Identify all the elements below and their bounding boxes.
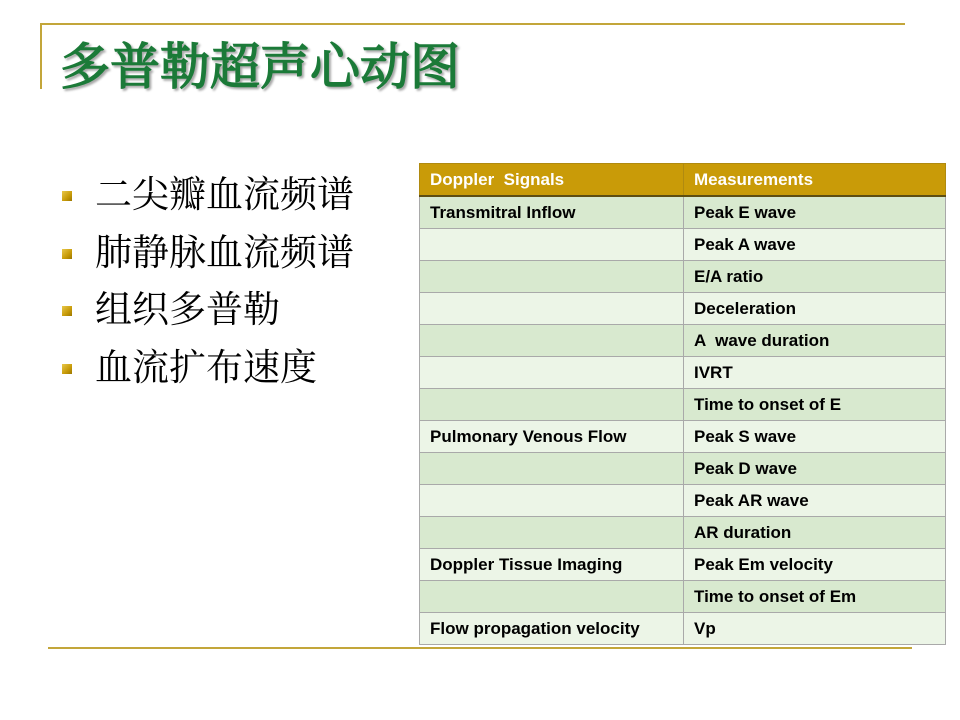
square-bullet-icon <box>62 249 72 259</box>
measurement-cell: Peak AR wave <box>684 485 946 517</box>
table-row <box>420 389 946 421</box>
table-row <box>420 325 946 357</box>
signal-cell <box>420 261 684 293</box>
table-row <box>420 357 946 389</box>
signal-cell <box>420 517 684 549</box>
signal-cell: Pulmonary Venous Flow <box>420 421 684 453</box>
table-row <box>420 453 946 485</box>
signal-cell <box>420 581 684 613</box>
measurement-cell: AR duration <box>684 517 946 549</box>
signal-cell <box>420 357 684 389</box>
table-row <box>420 421 946 453</box>
bullet-text: 组织多普勒 <box>95 288 280 331</box>
bullet-list <box>95 166 354 396</box>
table-row <box>420 549 946 581</box>
bullet-item <box>95 281 354 339</box>
table-row <box>420 517 946 549</box>
table-header-row <box>420 164 946 197</box>
measurement-cell: Time to onset of E <box>684 389 946 421</box>
bottom-rule <box>48 647 912 649</box>
bullet-text: 二尖瓣血流频谱 <box>95 173 354 216</box>
table-row <box>420 196 946 229</box>
square-bullet-icon <box>62 364 72 374</box>
signal-cell <box>420 389 684 421</box>
signal-cell <box>420 485 684 517</box>
table-row <box>420 485 946 517</box>
table-row <box>420 581 946 613</box>
signal-cell <box>420 293 684 325</box>
bullet-text: 肺静脉血流频谱 <box>95 230 354 274</box>
signal-cell <box>420 325 684 357</box>
measurement-cell: Vp <box>684 613 946 645</box>
square-bullet-icon <box>62 191 72 201</box>
measurement-cell: A wave duration <box>684 325 946 357</box>
signal-cell: Doppler Tissue Imaging <box>420 549 684 581</box>
slide-title: 多普勒超声心动图 <box>60 38 460 96</box>
table-row <box>420 613 946 645</box>
table-row <box>420 261 946 293</box>
measurement-cell: Peak A wave <box>684 229 946 261</box>
measurement-cell: Peak E wave <box>684 196 946 229</box>
measurement-cell: Time to onset of Em <box>684 581 946 613</box>
left-rule <box>40 23 42 89</box>
table-row <box>420 293 946 325</box>
measurement-cell: Peak S wave <box>684 421 946 453</box>
square-bullet-icon <box>62 306 72 316</box>
bullet-item <box>95 166 354 224</box>
signal-cell: Flow propagation velocity <box>420 613 684 645</box>
bullet-text: 血流扩布速度 <box>95 345 317 389</box>
measurement-cell: Peak Em velocity <box>684 549 946 581</box>
header-measurements: Measurements <box>684 164 946 197</box>
signal-cell: Transmitral Inflow <box>420 196 684 229</box>
top-rule <box>40 23 905 25</box>
measurement-cell: Deceleration <box>684 293 946 325</box>
header-doppler-signals: Doppler Signals <box>420 164 684 197</box>
measurement-cell: IVRT <box>684 357 946 389</box>
signal-cell <box>420 229 684 261</box>
measurement-cell: Peak D wave <box>684 453 946 485</box>
doppler-measurements-table <box>419 163 946 645</box>
signal-cell <box>420 453 684 485</box>
bullet-item <box>95 224 354 282</box>
bullet-item <box>95 339 354 397</box>
measurement-cell: E/A ratio <box>684 261 946 293</box>
table-row <box>420 229 946 261</box>
